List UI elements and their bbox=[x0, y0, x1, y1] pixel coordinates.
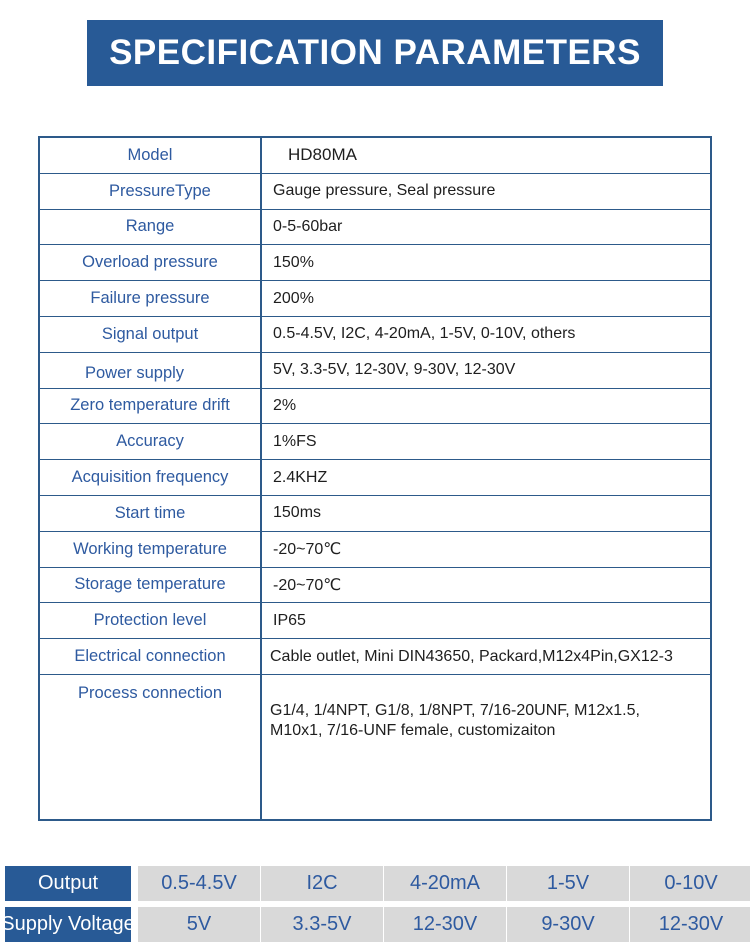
spec-row-start-time bbox=[40, 496, 710, 532]
output-cell: 0-10V bbox=[630, 866, 750, 901]
spec-row-failure-pressure bbox=[40, 281, 710, 317]
spec-value: 200% bbox=[273, 289, 314, 307]
spec-label: Process connection bbox=[40, 675, 262, 819]
spec-label: Range bbox=[40, 210, 262, 245]
spec-value: G1/4, 1/4NPT, G1/8, 1/8NPT, 7/16-20UNF, M12x1.5, M10x1, 7/16-UNF female, customizaiton bbox=[270, 701, 640, 739]
spec-row-pressure-type bbox=[40, 174, 710, 210]
spec-value: 1%FS bbox=[273, 432, 317, 450]
spec-value: IP65 bbox=[273, 611, 306, 629]
spec-value: 5V, 3.3-5V, 12-30V, 9-30V, 12-30V bbox=[273, 361, 516, 379]
spec-row-storage-temperature bbox=[40, 568, 710, 604]
supply-voltage-cell: 12-30V bbox=[384, 907, 506, 942]
spec-label: PressureType bbox=[40, 174, 262, 209]
spec-value: 2.4KHZ bbox=[273, 468, 328, 486]
supply-voltage-cell: 9-30V bbox=[507, 907, 629, 942]
spec-label: Failure pressure bbox=[40, 281, 262, 316]
spec-label: Accuracy bbox=[40, 424, 262, 459]
spec-label: Acquisition frequency bbox=[40, 460, 262, 495]
page-title: SPECIFICATION PARAMETERS bbox=[87, 20, 663, 86]
supply-voltage-cell: 3.3-5V bbox=[261, 907, 383, 942]
output-header: Output bbox=[5, 866, 131, 901]
spec-value: -20~70℃ bbox=[273, 541, 342, 559]
spec-value: Cable outlet, Mini DIN43650, Packard,M12x4Pin,GX12-3 bbox=[270, 647, 673, 665]
spec-row-protection-level bbox=[40, 603, 710, 639]
spec-value: -20~70℃ bbox=[273, 576, 342, 594]
spec-value: 0.5-4.5V, I2C, 4-20mA, 1-5V, 0-10V, others bbox=[273, 325, 576, 343]
spec-value: 2% bbox=[273, 396, 297, 414]
spec-row-acquisition-frequency bbox=[40, 460, 710, 496]
spec-row-process-connection bbox=[40, 675, 710, 819]
spec-label: Signal output bbox=[40, 317, 262, 352]
spec-row-range bbox=[40, 210, 710, 246]
output-cell: 0.5-4.5V bbox=[138, 866, 260, 901]
output-row bbox=[5, 866, 750, 901]
spec-label: Working temperature bbox=[40, 532, 262, 567]
supply-voltage-cell: 5V bbox=[138, 907, 260, 942]
spec-row-power-supply bbox=[40, 353, 710, 389]
spec-value: 0-5-60bar bbox=[273, 217, 343, 235]
spec-label: Start time bbox=[40, 496, 262, 531]
spec-row-accuracy bbox=[40, 424, 710, 460]
supply-voltage-header: Supply Voltage bbox=[5, 907, 131, 942]
spec-label: Zero temperature drift bbox=[40, 389, 262, 424]
spec-table bbox=[38, 136, 712, 821]
spec-row-signal-output bbox=[40, 317, 710, 353]
output-cell: I2C bbox=[261, 866, 383, 901]
spec-value: 150% bbox=[273, 253, 314, 271]
spec-row-working-temperature bbox=[40, 532, 710, 568]
output-supply-table bbox=[1, 866, 750, 946]
spec-label: Electrical connection bbox=[40, 639, 262, 674]
spec-label: Protection level bbox=[40, 603, 262, 638]
spec-row-electrical-connection bbox=[40, 639, 710, 675]
spec-label: Model bbox=[40, 138, 262, 173]
spec-row-model bbox=[40, 138, 710, 174]
spec-value: HD80MA bbox=[288, 145, 357, 165]
spec-label: Storage temperature bbox=[40, 568, 262, 603]
supply-voltage-row bbox=[1, 907, 750, 942]
spec-value: 150ms bbox=[273, 504, 322, 522]
supply-voltage-cell: 12-30V bbox=[630, 907, 750, 942]
spec-label: Overload pressure bbox=[40, 245, 262, 280]
output-cell: 1-5V bbox=[507, 866, 629, 901]
spec-label: Power supply bbox=[40, 353, 262, 388]
spec-value: Gauge pressure, Seal pressure bbox=[273, 182, 496, 200]
spec-row-overload-pressure bbox=[40, 245, 710, 281]
output-cell: 4-20mA bbox=[384, 866, 506, 901]
spec-row-zero-temperature-drift bbox=[40, 389, 710, 425]
